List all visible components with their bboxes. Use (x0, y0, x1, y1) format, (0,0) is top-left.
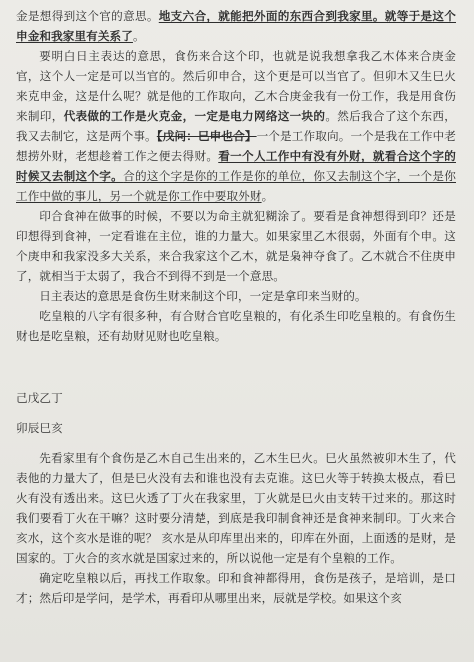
chart-heading-branches: 卯辰巳亥 (16, 421, 63, 435)
paragraph-7: 确定吃皇粮以后，再找工作取象。印和食神都得用，食伤是孩子，是培训，是口才；然后印是学问，是学术，再看印从哪里出来，辰就是学校。如果这个亥 (16, 571, 456, 605)
paragraph-4: 日主表达的意思是食伤生财来制这个印，一定是拿印来当财的。 (39, 289, 367, 303)
paragraph-1 (16, 6, 456, 46)
paragraph-6: 先看家里有个食伤是乙木自己生出来的，乙木生巳火。巳火虽然被卯木生了，代表他的力量大了，但是巳火没有去和谁也没有去克谁。这巳火等于转换太极点，看巳火有没有透出来。这巳火透了丁火在我家里，丁火就是巳火由支转干过来的。那这时我们要看丁火在干嘛？这时要分清楚，到底是我印制食神还是食神来制印。丁火来合亥水，这个亥水是谁的呢？ 亥水是从印库里出来的，印库在外面，上面透的是财，是国家的。丁火合的亥水就是国家过来的，所以说他一定是有个皇粮的工作。 (16, 451, 456, 565)
text-run: 。 (261, 189, 274, 203)
paragraph-3: 印合食神在做事的时候，不要以为命主就犯糊涂了。要看是食神想得到印？还是印想得到食神，一定看谁在主位，谁的力量大。如果家里乙木很弱，外面有个申。这个庚申和我家没多大关系，来合我家这个乙木，就是枭神夺食了。乙木就合不住庚申了，就相当于太弱了，我合不到得不到是一个意思。 (16, 209, 456, 283)
paragraph-5: 吃皇粮的八字有很多种，有合财合官吃皇粮的，有化杀生印吃皇粮的。有食伤生财也是吃皇粮，还有劫财见财也吃皇粮。 (16, 309, 456, 343)
bold-underline-run: 看一个人工作中有没有外财，就看合这个字的时候又去制这个字。 (16, 149, 456, 183)
section-2 (16, 388, 456, 608)
text-run: 。 (132, 29, 145, 43)
chart-heading-stems: 己戊乙丁 (16, 391, 63, 405)
bold-underline-run: 地支六合，就能把外面的东西合到我家里。就等于是这个申金和我家里有关系了 (16, 9, 456, 43)
strikethrough-run: 【戊问：巳申也合】 (156, 129, 257, 143)
text-run: 要明白日主表达的意思，食伤来合这个印，也就是说我想拿我乙木体来合庚金官，这个人一定是可以当官的。然后卯申合，这个更是可以当官了。但卯木又生巳火来克申金，这是什么呢？就是他的工作取向，乙木合庚金我有一份工作，我是用食伤来制印， (16, 49, 456, 123)
section-1 (16, 6, 456, 346)
spacer (16, 408, 456, 418)
text-run: 。然后我合了这个东西，我又去制它，这是两个事。 (16, 109, 456, 143)
text-run: 金是想得到这个官的意思。 (16, 9, 159, 23)
spacer (16, 438, 456, 448)
paragraph-2 (16, 46, 456, 206)
underline-run: 合的这个字是你的工作是你的单位，你又去制这个字，一个是你工作中做的事儿，另一个就是你工作中要取外财 (16, 169, 456, 203)
text-run: 一个是工作取向。一个是我在工作中老想捞外财，老想趁着工作之便去得财。 (16, 129, 457, 163)
bold-run: 代表做的工作是火克金，一定是电力网络这一块的 (63, 109, 326, 123)
